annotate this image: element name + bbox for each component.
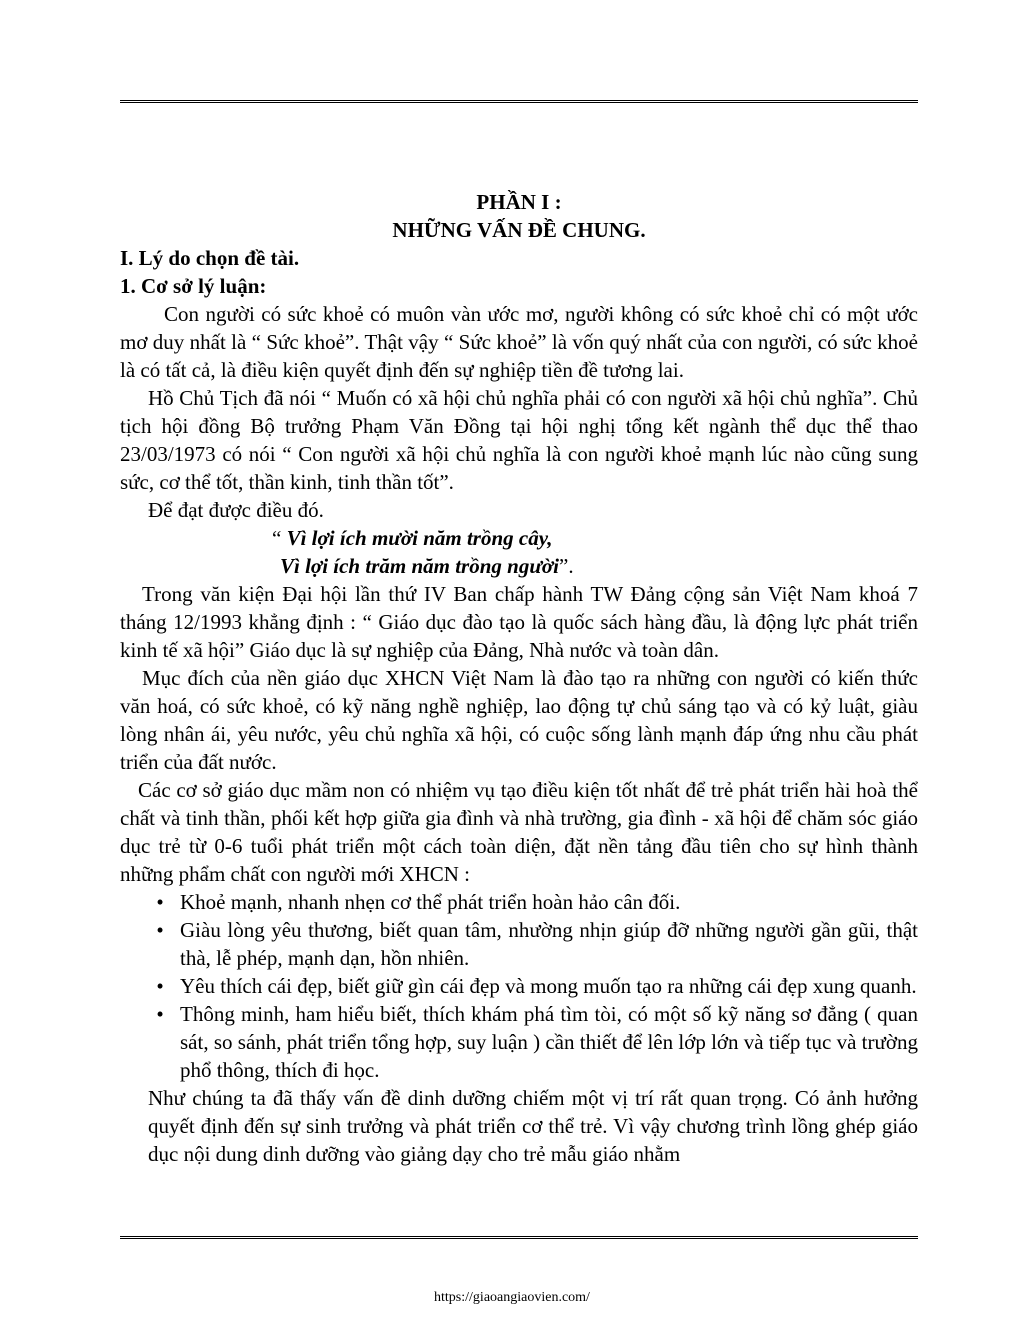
header-rule [120,100,918,103]
poem-line-1-text: Vì lợi ích mười năm trồng cây, [286,526,553,550]
list-item-text: Giàu lòng yêu thương, biết quan tâm, nhường nhịn giúp đỡ những người gần gũi, thật thà, lễ phép, mạnh dạn, hồn nhiên. [180,918,918,970]
list-item-text: Yêu thích cái đẹp, biết giữ gìn cái đẹp và mong muốn tạo ra những cái đẹp xung quanh. [180,974,917,998]
footer-url[interactable]: https://giaoangiaovien.com/ [434,1290,590,1305]
poem-line-1 [272,524,918,552]
document-body [120,188,918,1168]
list-item [120,972,918,1000]
chapter-title: NHỮNG VẤN ĐỀ CHUNG. [392,218,646,242]
footer-rule [120,1236,918,1239]
bullet-icon: • [156,974,164,998]
list-item-text: Thông minh, ham hiểu biết, thích khám phá tìm tòi, có một số kỹ năng sơ đẳng ( quan sát, so sánh, phát triển tổng hợp, suy luận ) cần thiết để lên lớp lớn và tiếp tục và trường phổ thông, thích đi học. [180,1002,918,1082]
paragraph-4: Trong văn kiện Đại hội lần thứ IV Ban chấp hành TW Đảng cộng sản Việt Nam khoá 7 tháng 12/1993 khẳng định : “ Giáo dục đào tạo là quốc sách hàng đầu, là động lực phát triển kinh tế xã hội” Giáo dục là sự nghiệp của Đảng, Nhà nước và toàn dân. [120,582,918,662]
list-item [120,1000,918,1084]
poem-open-quote: “ [272,526,287,550]
section-title: I. Lý do chọn đề tài. [120,246,300,270]
paragraph-2: Hồ Chủ Tịch đã nói “ Muốn có xã hội chủ nghĩa phải có con người xã hội chủ nghĩa”. Chủ tịch hội đồng Bộ trưởng Phạm Văn Đồng tại hội nghị tổng kết ngành thể dục thể thao 23/03/1973 có nói “ Con người xã hội chủ nghĩa là con người khoẻ mạnh lúc nào cũng sung sức, cơ thể tốt, thần kinh, tinh thần tốt”. [120,386,918,494]
paragraph-1: Con người có sức khoẻ có muôn vàn ước mơ, người không có sức khoẻ chỉ có một ước mơ duy nhất là “ Sức khoẻ”. Thật vậy “ Sức khoẻ” là vốn quý nhất của con người, có sức khoẻ là có tất cả, là điều kiện quyết định đến sự nghiệp tiền đề tương lai. [120,302,918,382]
poem-line-2-text: Vì lợi ích trăm năm trồng người [280,554,560,578]
paragraph-7: Như chúng ta đã thấy vấn đề dinh dưỡng chiếm một vị trí rất quan trọng. Có ảnh hưởng quyết định đến sự sinh trưởng và phát triển cơ thể trẻ. Vì vậy chương trình lồng ghép giáo dục nội dung dinh dưỡng vào giảng dạy cho trẻ mẫu giáo nhằm [148,1086,918,1166]
bullet-icon: • [156,890,164,914]
part-heading: PHẦN I : [476,190,562,214]
bullet-icon: • [156,1002,164,1026]
list-item [120,916,918,972]
subsection-title: 1. Cơ sở lý luận: [120,274,267,298]
poem-line-2 [280,552,918,580]
poem-close-quote: ”. [559,554,574,578]
paragraph-6: Các cơ sở giáo dục mầm non có nhiệm vụ tạo điều kiện tốt nhất để trẻ phát triển hài hoà thể chất và tinh thần, phối kết hợp giữa gia đình và nhà trường, gia đình - xã hội để chăm sóc giáo dục trẻ từ 0-6 tuổi phát triển một cách toàn diện, đặt nền tảng đầu tiên cho sự hình thành những phẩm chất con người mới XHCN : [120,778,918,886]
list-item-text: Khoẻ mạnh, nhanh nhẹn cơ thể phát triển hoàn hảo cân đối. [180,890,681,914]
list-item [120,888,918,916]
qualities-list [120,888,918,1084]
paragraph-3: Để đạt được điều đó. [148,498,324,522]
bullet-icon: • [156,918,164,942]
paragraph-5: Mục đích của nền giáo dục XHCN Việt Nam là đào tạo ra những con người có kiến thức văn hoá, có sức khoẻ, có kỹ năng nghề nghiệp, lao động tự chủ sáng tạo và có kỷ luật, giàu lòng nhân ái, yêu nước, yêu chủ nghĩa xã hội, có cuộc sống lành mạnh đáp ứng nhu cầu phát triển của đất nước. [120,666,918,774]
